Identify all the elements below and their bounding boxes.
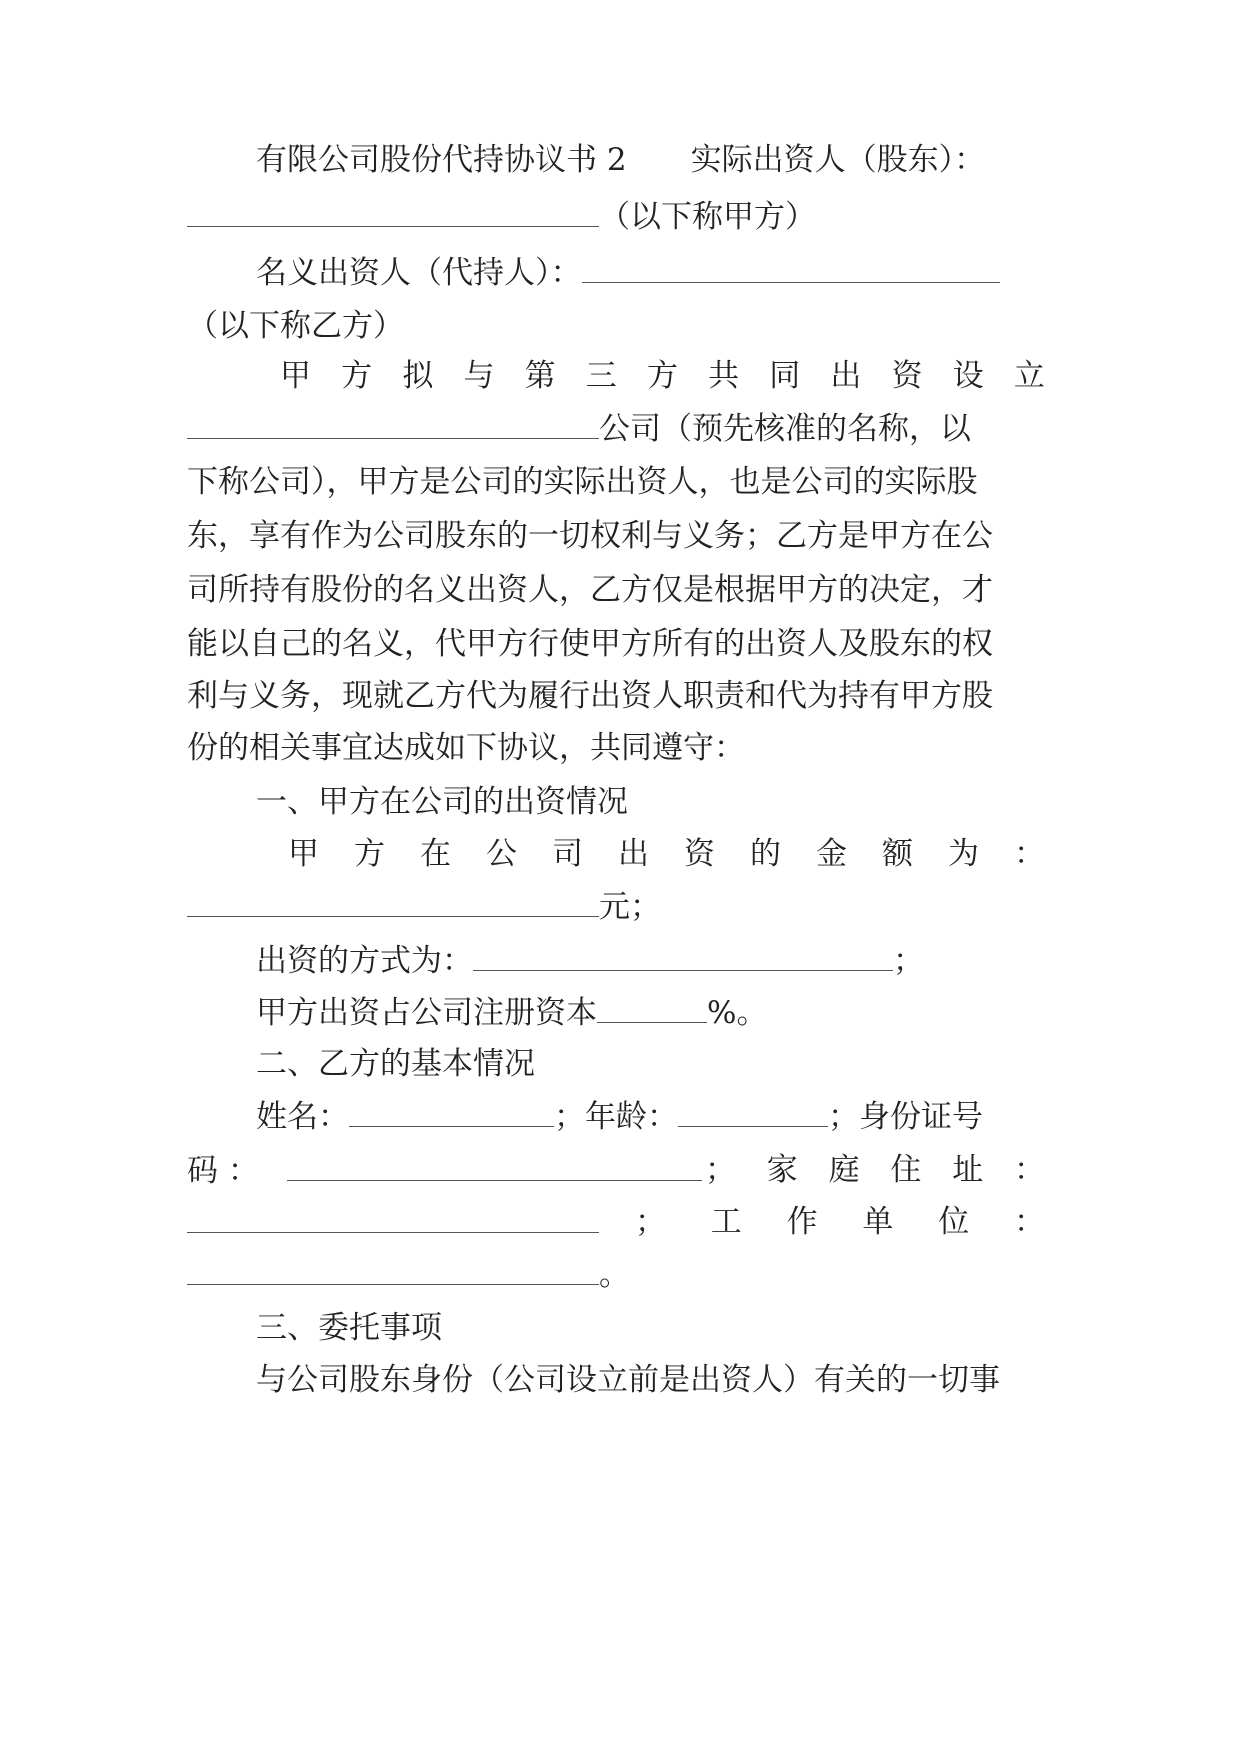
work-char: 位 bbox=[938, 1204, 970, 1240]
amount-char: 出 bbox=[618, 836, 649, 872]
section-2-address-line bbox=[187, 1202, 1045, 1243]
intro-char: 出 bbox=[830, 358, 862, 394]
intro-char: 三 bbox=[585, 358, 617, 394]
party-b-line bbox=[256, 252, 1045, 293]
work-end: 。 bbox=[599, 1257, 630, 1293]
amount-char: 的 bbox=[750, 836, 781, 872]
address-char: 址 bbox=[952, 1152, 984, 1188]
address-char: 家 bbox=[766, 1152, 798, 1188]
method-label: 出资的方式为： bbox=[256, 943, 473, 979]
id-label-cont: 码 ： bbox=[187, 1153, 259, 1189]
party-b-blank bbox=[582, 252, 1000, 283]
amount-suffix: 元； bbox=[599, 889, 661, 925]
address-blank bbox=[187, 1202, 599, 1233]
section-3-heading: 三、委托事项 bbox=[256, 1310, 442, 1346]
section-2-heading: 二、乙方的基本情况 bbox=[256, 1046, 535, 1082]
work-sep: ； bbox=[635, 1204, 666, 1240]
method-blank bbox=[473, 940, 893, 971]
intro-char: 资 bbox=[891, 358, 923, 394]
title-line bbox=[256, 140, 1045, 180]
work-char: ： bbox=[1013, 1204, 1045, 1240]
amount-char: 额 bbox=[882, 836, 913, 872]
intro-char: 设 bbox=[952, 358, 984, 394]
method-suffix: ； bbox=[893, 943, 924, 979]
intro-char: 立 bbox=[1013, 358, 1045, 394]
party-a-suffix: （以下称甲方） bbox=[599, 199, 816, 235]
intro-line-4: 东，享有作为公司股东的一切权利与义务；乙方是甲方在公 bbox=[187, 518, 993, 554]
amount-char: 在 bbox=[420, 836, 451, 872]
intro-char: 同 bbox=[769, 358, 801, 394]
ratio-suffix: %。 bbox=[707, 995, 768, 1031]
work-char: 作 bbox=[786, 1204, 818, 1240]
intro-char: 共 bbox=[708, 358, 740, 394]
document-title: 有限公司股份代持协议书 2 bbox=[256, 142, 627, 178]
investor-label: 实际出资人（股东）： bbox=[690, 142, 986, 178]
name-blank bbox=[349, 1096, 554, 1127]
intro-line-1 bbox=[280, 356, 1045, 396]
address-char: 住 bbox=[890, 1152, 922, 1188]
intro-line-5: 司所持有股份的名义出资人，乙方仅是根据甲方的决定，才 bbox=[187, 572, 993, 608]
party-b-suffix: （以下称乙方） bbox=[187, 308, 404, 344]
amount-char: 甲 bbox=[288, 836, 319, 872]
intro-line-7: 利与义务，现就乙方代为履行出资人职责和代为持有甲方股 bbox=[187, 678, 993, 714]
amount-char: 为 bbox=[948, 836, 979, 872]
company-name-blank bbox=[187, 408, 599, 439]
intro-text: 公司（预先核准的名称，以 bbox=[599, 411, 971, 447]
address-char: ： bbox=[1013, 1152, 1045, 1188]
section-2-work-line bbox=[187, 1254, 1045, 1295]
amount-char: 方 bbox=[354, 836, 385, 872]
section-3-line-1: 与公司股东身份（公司设立前是出资人）有关的一切事 bbox=[256, 1362, 1000, 1398]
section-1-amount-line bbox=[288, 834, 1045, 874]
amount-char: 公 bbox=[486, 836, 517, 872]
work-blank bbox=[187, 1254, 599, 1285]
work-char: 工 bbox=[710, 1204, 742, 1240]
section-2-id-line bbox=[187, 1150, 1045, 1191]
intro-line-8: 份的相关事宜达成如下协议，共同遵守： bbox=[187, 730, 745, 766]
section-1-amount-blank-line bbox=[187, 886, 1045, 927]
name-label: 姓名： bbox=[256, 1099, 349, 1135]
amount-char: ： bbox=[1014, 836, 1045, 872]
intro-char: 方 bbox=[341, 358, 373, 394]
section-2-name-line bbox=[256, 1096, 1045, 1137]
amount-char: 金 bbox=[816, 836, 847, 872]
ratio-blank bbox=[597, 992, 707, 1023]
ratio-label: 甲方出资占公司注册资本 bbox=[256, 995, 597, 1031]
age-label: ；年龄： bbox=[554, 1099, 678, 1135]
intro-char: 拟 bbox=[402, 358, 434, 394]
amount-char: 司 bbox=[552, 836, 583, 872]
intro-char: 甲 bbox=[280, 358, 311, 394]
section-1-heading: 一、甲方在公司的出资情况 bbox=[256, 784, 628, 820]
intro-char: 第 bbox=[524, 358, 556, 394]
intro-line-3: 下称公司），甲方是公司的实际出资人，也是公司的实际股 bbox=[187, 464, 978, 500]
party-b-label: 名义出资人（代持人）： bbox=[256, 255, 582, 291]
work-label-group bbox=[635, 1202, 1045, 1242]
id-label: ；身份证号 bbox=[828, 1099, 983, 1135]
intro-line-2 bbox=[187, 408, 1045, 449]
address-char: 庭 bbox=[828, 1152, 860, 1188]
address-sep: ； bbox=[705, 1152, 736, 1188]
amount-char: 资 bbox=[684, 836, 715, 872]
address-label-group bbox=[705, 1150, 1045, 1190]
id-blank bbox=[287, 1150, 702, 1181]
section-1-ratio-line bbox=[256, 992, 1045, 1033]
party-a-blank bbox=[187, 196, 599, 227]
party-a-line bbox=[187, 196, 1045, 237]
intro-line-6: 能以自己的名义，代甲方行使甲方所有的出资人及股东的权 bbox=[187, 626, 993, 662]
age-blank bbox=[678, 1096, 828, 1127]
work-char: 单 bbox=[862, 1204, 894, 1240]
intro-char: 方 bbox=[646, 358, 678, 394]
intro-char: 与 bbox=[463, 358, 495, 394]
section-1-method-line bbox=[256, 940, 1045, 981]
party-b-suffix-line bbox=[187, 306, 1045, 346]
amount-blank bbox=[187, 886, 599, 917]
